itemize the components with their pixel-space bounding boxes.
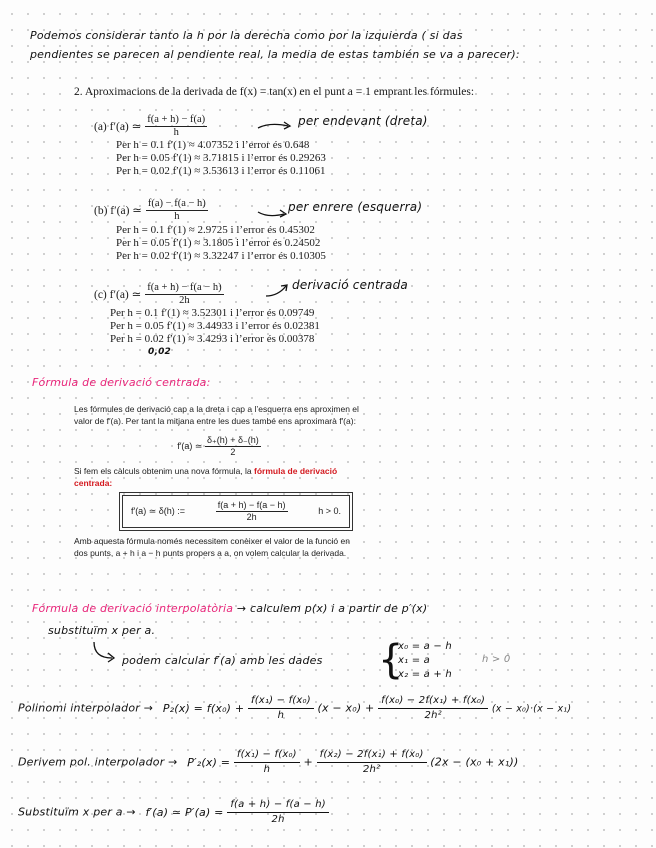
derivem-lhs: P′₂(x) = xyxy=(187,755,231,769)
arrow-icon xyxy=(256,118,296,134)
conditions-list xyxy=(398,640,452,682)
polinomi-frac-1-num: f(x₁) − f(x₀) xyxy=(248,694,314,709)
interpolatoria-line-3: podem calcular f′(a) amb les dades xyxy=(122,654,323,667)
item-c-line-3: Per h = 0.02 f′(1) ≈ 3.4293 i l’error és 0.00378 xyxy=(110,333,315,345)
derivem-frac-1-num: f(x₁) − f(x₀) xyxy=(234,748,300,763)
item-a-formula xyxy=(94,114,207,139)
substituim-line xyxy=(18,798,329,827)
polinomi-mid: (x − x₀) + xyxy=(317,701,375,715)
item-c-fraction xyxy=(145,282,223,307)
polinomi-label: Polinomi interpolador → xyxy=(18,701,154,715)
centrada-paragraph-3: Amb aquesta fórmula només necessitem conèixer el valor de la funció en dos punts, a + h i a − h punts propers a a, on volem calcular la derivada. xyxy=(74,536,350,558)
box-numerator: f(a + h) − f(a − h) xyxy=(217,500,286,510)
derivem-frac-1-den: h xyxy=(263,764,271,775)
item-c-formula xyxy=(94,282,224,307)
polinomi-lhs: P₂(x) = f(x₀) + xyxy=(162,701,245,715)
item-a-line-1: Per h = 0.1 f′(1) ≈ 4.07352 i l’error és 0.648 xyxy=(116,139,310,151)
item-b-results xyxy=(116,224,326,263)
derivem-frac-2 xyxy=(317,748,427,777)
substituim-frac-num: f(a + h) − f(a − h) xyxy=(227,798,329,813)
section-heading-centrada: Fórmula de derivació centrada: xyxy=(32,376,211,389)
item-c-line-2: Per h = 0.05 f′(1) ≈ 3.44933 i l’error és 0.02381 xyxy=(110,320,320,332)
mean-eq-left: f′(a) ≃ xyxy=(177,440,203,451)
intro-line-2: pendientes se parecen al pendiente real, la media de estas también se va a parecer): xyxy=(30,48,520,61)
item-a-fraction xyxy=(145,114,207,139)
brace-icon: { xyxy=(378,637,404,683)
centrada-paragraph-2 xyxy=(74,466,364,489)
arrow-icon xyxy=(90,640,120,666)
p2-highlight: fórmula de derivació centrada: xyxy=(74,466,338,488)
mean-eq-denominator: 2 xyxy=(230,447,236,457)
interpolatoria-line-2: substituïm x per a. xyxy=(48,624,156,637)
derivem-label: Derivem pol. interpolador → xyxy=(18,755,178,769)
box-fraction xyxy=(216,500,288,523)
item-b-line-2: Per h = 0.05 f′(1) ≈ 3.1805 i l’error és 0.24502 xyxy=(116,237,321,249)
substituim-lhs: f′(a) ≃ P′(a) = xyxy=(145,805,224,819)
substituim-label: Substituïm x per a → xyxy=(18,805,136,819)
question-title: 2. Aproximacions de la derivada de f(x) = tan(x) en el punt a = 1 emprant les fórmules: xyxy=(74,86,475,98)
item-b-line-1: Per h = 0.1 f′(1) ≈ 2.9725 i l’error és 0.45302 xyxy=(116,224,315,236)
derivem-frac-2-num: f(x₂) − 2f(x₁) + f(x₀) xyxy=(317,748,427,763)
arrow-icon xyxy=(264,282,292,300)
handwritten-correction: 0,02 xyxy=(148,347,172,357)
item-a-results xyxy=(116,139,326,178)
centrada-paragraph-1: Les fórmules de derivació cap a la dreta i cap a l’esquerra ens aproximen el valor de f′(a). Per tant la mitjana entre les dues també ens aproximarà f′(a): xyxy=(74,404,359,426)
polinomi-line xyxy=(18,694,648,723)
interpolatoria-title: Fórmula de derivació interpolatòria xyxy=(32,602,234,615)
item-a-label: (a) f′(a) ≃ xyxy=(94,121,142,134)
centrada-mean-equation xyxy=(74,435,364,458)
item-c-numerator: f(a + h) − f(a − h) xyxy=(147,282,222,293)
polinomi-tail: (x − x₀)·(x − x₁) xyxy=(491,703,572,715)
item-a-line-3: Per h = 0.02 f′(1) ≈ 3.53613 i l’error és 0.11061 xyxy=(116,165,326,177)
condition-h: h > 0 xyxy=(482,654,511,665)
item-a-note: per endevant (dreta) xyxy=(298,114,428,128)
box-left: f′(a) ≃ δ(h) := xyxy=(131,505,185,516)
item-c-denominator: 2h xyxy=(179,295,190,306)
derivem-tail: (2x − (x₀ + x₁)) xyxy=(430,755,519,769)
item-b-label: (b) f′(a) ≃ xyxy=(94,205,142,218)
derivem-line xyxy=(18,748,518,777)
section-heading-interpolatoria xyxy=(32,602,427,615)
derivem-frac-2-den: 2h² xyxy=(362,764,381,775)
item-a-numerator: f(a + h) − f(a) xyxy=(147,114,206,125)
polinomi-frac-2-num: f(x₀) − 2f(x₁) + f(x₀) xyxy=(378,694,488,709)
item-b-note: per enrere (esquerra) xyxy=(288,200,423,214)
item-c-label: (c) f′(a) ≃ xyxy=(94,289,142,302)
item-a-line-2: Per h = 0.05 f′(1) ≈ 3.71815 i l’error és 0.29263 xyxy=(116,152,326,164)
substituim-frac xyxy=(227,798,329,827)
polinomi-frac-1 xyxy=(248,694,314,723)
centrada-formula-box xyxy=(122,495,350,528)
item-b-fraction xyxy=(146,198,208,223)
condition-x0: x₀ = a − h xyxy=(398,641,452,652)
condition-x1: x₁ = a xyxy=(398,655,430,666)
item-b-formula xyxy=(94,198,208,223)
polinomi-frac-2-den: 2h² xyxy=(424,710,442,721)
item-b-numerator: f(a) − f(a − h) xyxy=(147,198,206,209)
centrada-explanation xyxy=(74,404,364,565)
mean-eq-numerator: δ₊(h) + δ₋(h) xyxy=(206,435,259,445)
p2-text: Si fem els càlculs obtenim una nova fórmula, la xyxy=(74,466,255,476)
item-a-denominator: h xyxy=(173,127,179,138)
box-right: h > 0. xyxy=(318,505,341,516)
derivem-plus: + xyxy=(303,755,313,769)
derivem-frac-1 xyxy=(234,748,300,777)
interpolatoria-title-rest: → calculem p(x) i a partir de p′(x) xyxy=(236,602,428,615)
substituim-frac-den: 2h xyxy=(271,814,285,825)
mean-eq-fraction xyxy=(205,435,261,458)
item-b-denominator: h xyxy=(174,211,180,222)
box-denominator: 2h xyxy=(246,512,257,522)
item-c-note: derivació centrada xyxy=(292,278,408,292)
intro-line-1: Podemos considerar tanto la h por la derecha como por la izquierda ( si das xyxy=(30,29,463,42)
polinomi-frac-2 xyxy=(378,694,488,723)
condition-x2: x₂ = a + h xyxy=(398,669,452,680)
intro-note xyxy=(30,26,640,64)
item-c-line-1: Per h = 0.1 f′(1) ≈ 3.52301 i l’error és 0.09749 xyxy=(110,307,315,319)
item-c-results xyxy=(110,307,320,346)
polinomi-frac-1-den: h xyxy=(277,710,285,721)
item-b-line-3: Per h = 0.02 f′(1) ≈ 3.32247 i l’error és 0.10305 xyxy=(116,250,326,262)
